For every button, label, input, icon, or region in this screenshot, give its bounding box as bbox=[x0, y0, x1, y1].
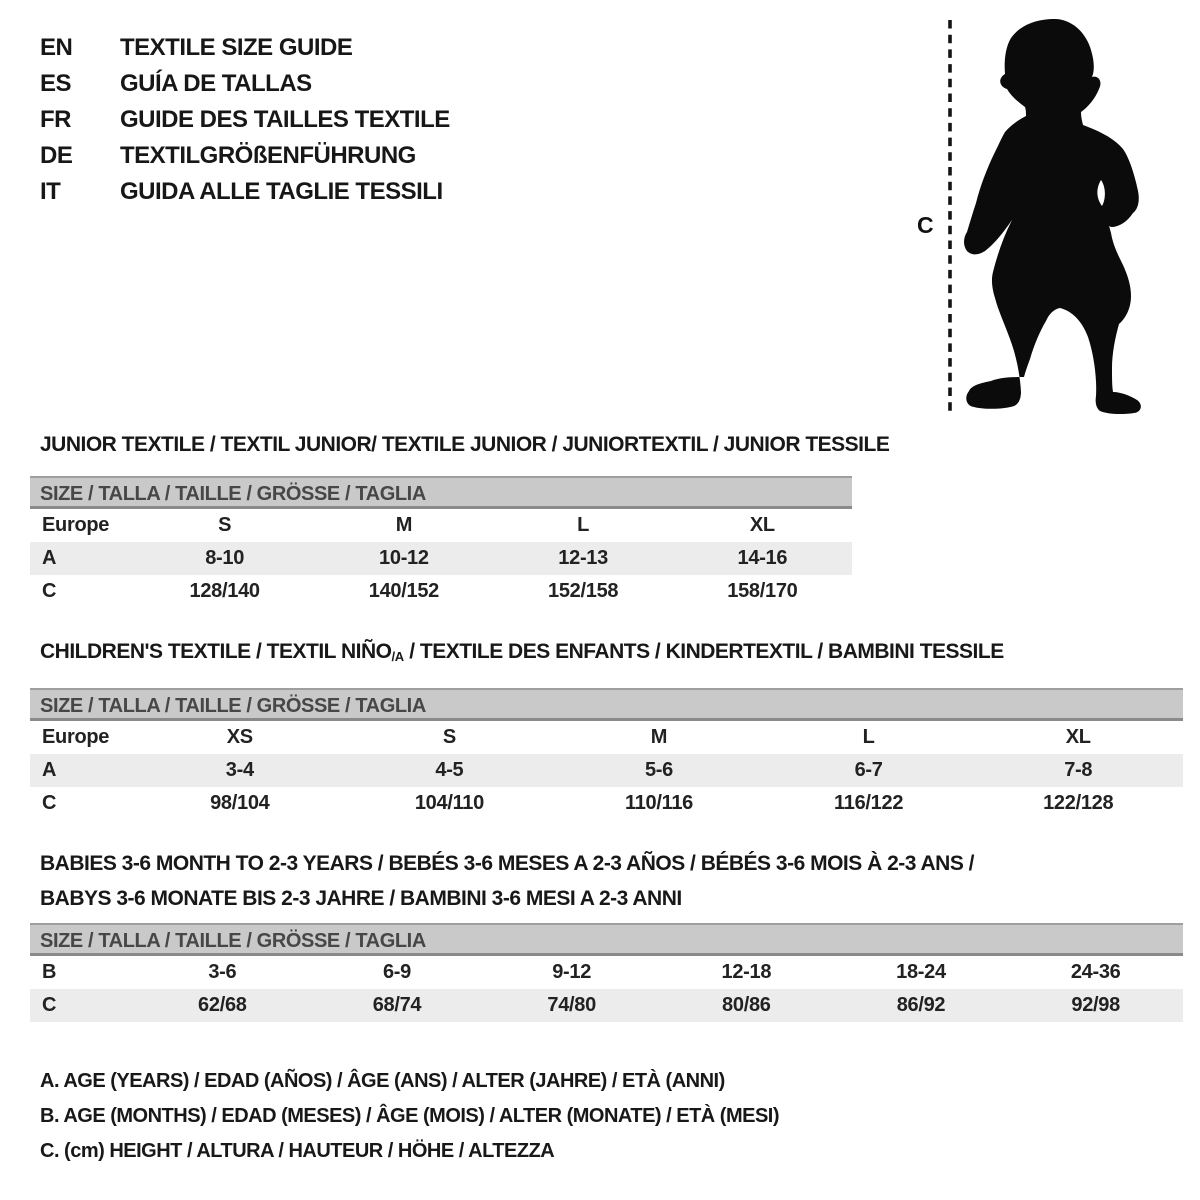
size-cell: 68/74 bbox=[372, 994, 422, 1016]
size-cell: 12-18 bbox=[721, 961, 772, 983]
row-label: C bbox=[42, 580, 57, 602]
size-cell: 140/152 bbox=[368, 580, 439, 602]
size-cell: XL bbox=[1065, 726, 1091, 748]
size-cell: M bbox=[650, 726, 668, 748]
size-cell: 104/110 bbox=[414, 792, 484, 814]
size-cell: M bbox=[395, 514, 413, 536]
children-title-prefix: CHILDREN'S TEXTILE / TEXTIL NIÑO bbox=[40, 640, 392, 663]
size-cell: L bbox=[577, 514, 590, 536]
size-cell: 128/140 bbox=[189, 580, 260, 602]
size-header-band: SIZE / TALLA / TAILLE / GRÖSSE / TAGLIA bbox=[30, 923, 1183, 956]
children-section-title bbox=[40, 640, 1004, 664]
junior-section-title: JUNIOR TEXTILE / TEXTIL JUNIOR/ TEXTILE JUNIOR / JUNIORTEXTIL / JUNIOR TESSILE bbox=[40, 433, 890, 456]
row-label: C bbox=[42, 994, 57, 1016]
table-row-europe bbox=[30, 509, 852, 542]
language-code: DE bbox=[40, 142, 73, 169]
babies-section-title bbox=[40, 846, 974, 916]
footnote-legend bbox=[40, 1064, 779, 1169]
size-cell: 9-12 bbox=[552, 961, 592, 983]
size-cell: 3-6 bbox=[208, 961, 237, 983]
size-cell: 24-36 bbox=[1070, 961, 1121, 983]
babies-size-table bbox=[30, 923, 1183, 1022]
language-code: EN bbox=[40, 34, 73, 61]
size-cell: 12-13 bbox=[558, 547, 608, 569]
size-cell: 86/92 bbox=[896, 994, 946, 1016]
table-row-height bbox=[30, 575, 852, 608]
language-title-list bbox=[40, 30, 450, 210]
size-cell: 116/122 bbox=[834, 792, 904, 814]
language-row-it bbox=[40, 174, 450, 210]
size-cell: 6-9 bbox=[382, 961, 411, 983]
language-code: FR bbox=[40, 106, 71, 133]
table-row-age bbox=[30, 542, 852, 575]
baby-silhouette bbox=[964, 19, 1141, 414]
size-cell: 4-5 bbox=[435, 759, 464, 781]
size-cell: 122/128 bbox=[1043, 792, 1114, 814]
language-row-fr bbox=[40, 102, 450, 138]
row-label: C bbox=[42, 792, 57, 814]
size-cell: 110/116 bbox=[624, 792, 693, 814]
language-code: IT bbox=[40, 178, 61, 205]
children-title-subscript: /A bbox=[391, 649, 404, 664]
size-cell: 98/104 bbox=[210, 792, 270, 814]
guide-title-fr: GUIDE DES TAILLES TEXTILE bbox=[120, 106, 450, 133]
guide-title-en: TEXTILE SIZE GUIDE bbox=[120, 34, 353, 61]
footnote-a: A. AGE (YEARS) / EDAD (AÑOS) / ÂGE (ANS) / ALTER (JAHRE) / ETÀ (ANNI) bbox=[40, 1070, 725, 1092]
footnote-b: B. AGE (MONTHS) / EDAD (MESES) / ÂGE (MOIS) / ALTER (MONATE) / ETÀ (MESI) bbox=[40, 1105, 780, 1127]
size-cell: 10-12 bbox=[379, 547, 429, 569]
height-measure-label: C bbox=[917, 212, 934, 238]
babies-title-line1: BABIES 3-6 MONTH TO 2-3 YEARS / BEBÉS 3-6 MESES A 2-3 AÑOS / BÉBÉS 3-6 MOIS À 2-3 ANS / bbox=[40, 852, 975, 875]
size-cell: 6-7 bbox=[854, 759, 883, 781]
size-cell: XL bbox=[749, 514, 775, 536]
size-cell: 92/98 bbox=[1071, 994, 1120, 1016]
figure-area bbox=[905, 8, 1200, 426]
guide-title-de: TEXTILGRÖßENFÜHRUNG bbox=[120, 142, 416, 169]
table-row-months bbox=[30, 956, 1183, 989]
children-title-suffix: / TEXTILE DES ENFANTS / KINDERTEXTIL / BAMBINI TESSILE bbox=[403, 640, 1004, 663]
table-row-age bbox=[30, 754, 1183, 787]
size-cell: S bbox=[218, 514, 232, 536]
size-header-band: SIZE / TALLA / TAILLE / GRÖSSE / TAGLIA bbox=[30, 476, 852, 509]
size-header-band: SIZE / TALLA / TAILLE / GRÖSSE / TAGLIA bbox=[30, 688, 1183, 721]
size-cell: S bbox=[442, 726, 456, 748]
size-cell: 8-10 bbox=[205, 547, 245, 569]
size-cell: 5-6 bbox=[644, 759, 673, 781]
row-label: B bbox=[42, 961, 57, 983]
language-row-de bbox=[40, 138, 450, 174]
size-cell: 62/68 bbox=[198, 994, 247, 1016]
language-row-es bbox=[40, 66, 450, 102]
language-row-en bbox=[40, 30, 450, 66]
size-cell: 3-4 bbox=[225, 759, 254, 781]
guide-title-it: GUIDA ALLE TAGLIE TESSILI bbox=[120, 178, 443, 205]
babies-title-line2: BABYS 3-6 MONATE BIS 2-3 JAHRE / BAMBINI 3-6 MESI A 2-3 ANNI bbox=[40, 887, 682, 910]
size-cell: XS bbox=[226, 726, 253, 748]
row-label: Europe bbox=[42, 726, 110, 748]
table-row-europe bbox=[30, 721, 1183, 754]
children-size-table bbox=[30, 688, 1183, 820]
size-cell: 14-16 bbox=[737, 547, 788, 569]
size-cell: 152/158 bbox=[548, 580, 619, 602]
baby-silhouette-graphic bbox=[945, 10, 1200, 425]
size-cell: 74/80 bbox=[547, 994, 596, 1016]
footnote-c: C. (cm) HEIGHT / ALTURA / HAUTEUR / HÖHE / ALTEZZA bbox=[40, 1140, 555, 1162]
size-cell: 7-8 bbox=[1064, 759, 1093, 781]
row-label: A bbox=[42, 547, 57, 569]
size-cell: 80/86 bbox=[722, 994, 771, 1016]
row-label: A bbox=[42, 759, 57, 781]
guide-title-es: GUÍA DE TALLAS bbox=[120, 70, 312, 97]
table-row-height bbox=[30, 989, 1183, 1022]
row-label: Europe bbox=[42, 514, 110, 536]
size-cell: L bbox=[862, 726, 875, 748]
junior-size-table bbox=[30, 476, 852, 608]
table-row-height bbox=[30, 787, 1183, 820]
size-cell: 18-24 bbox=[896, 961, 946, 983]
size-cell: 158/170 bbox=[727, 580, 798, 602]
language-code: ES bbox=[40, 70, 72, 97]
